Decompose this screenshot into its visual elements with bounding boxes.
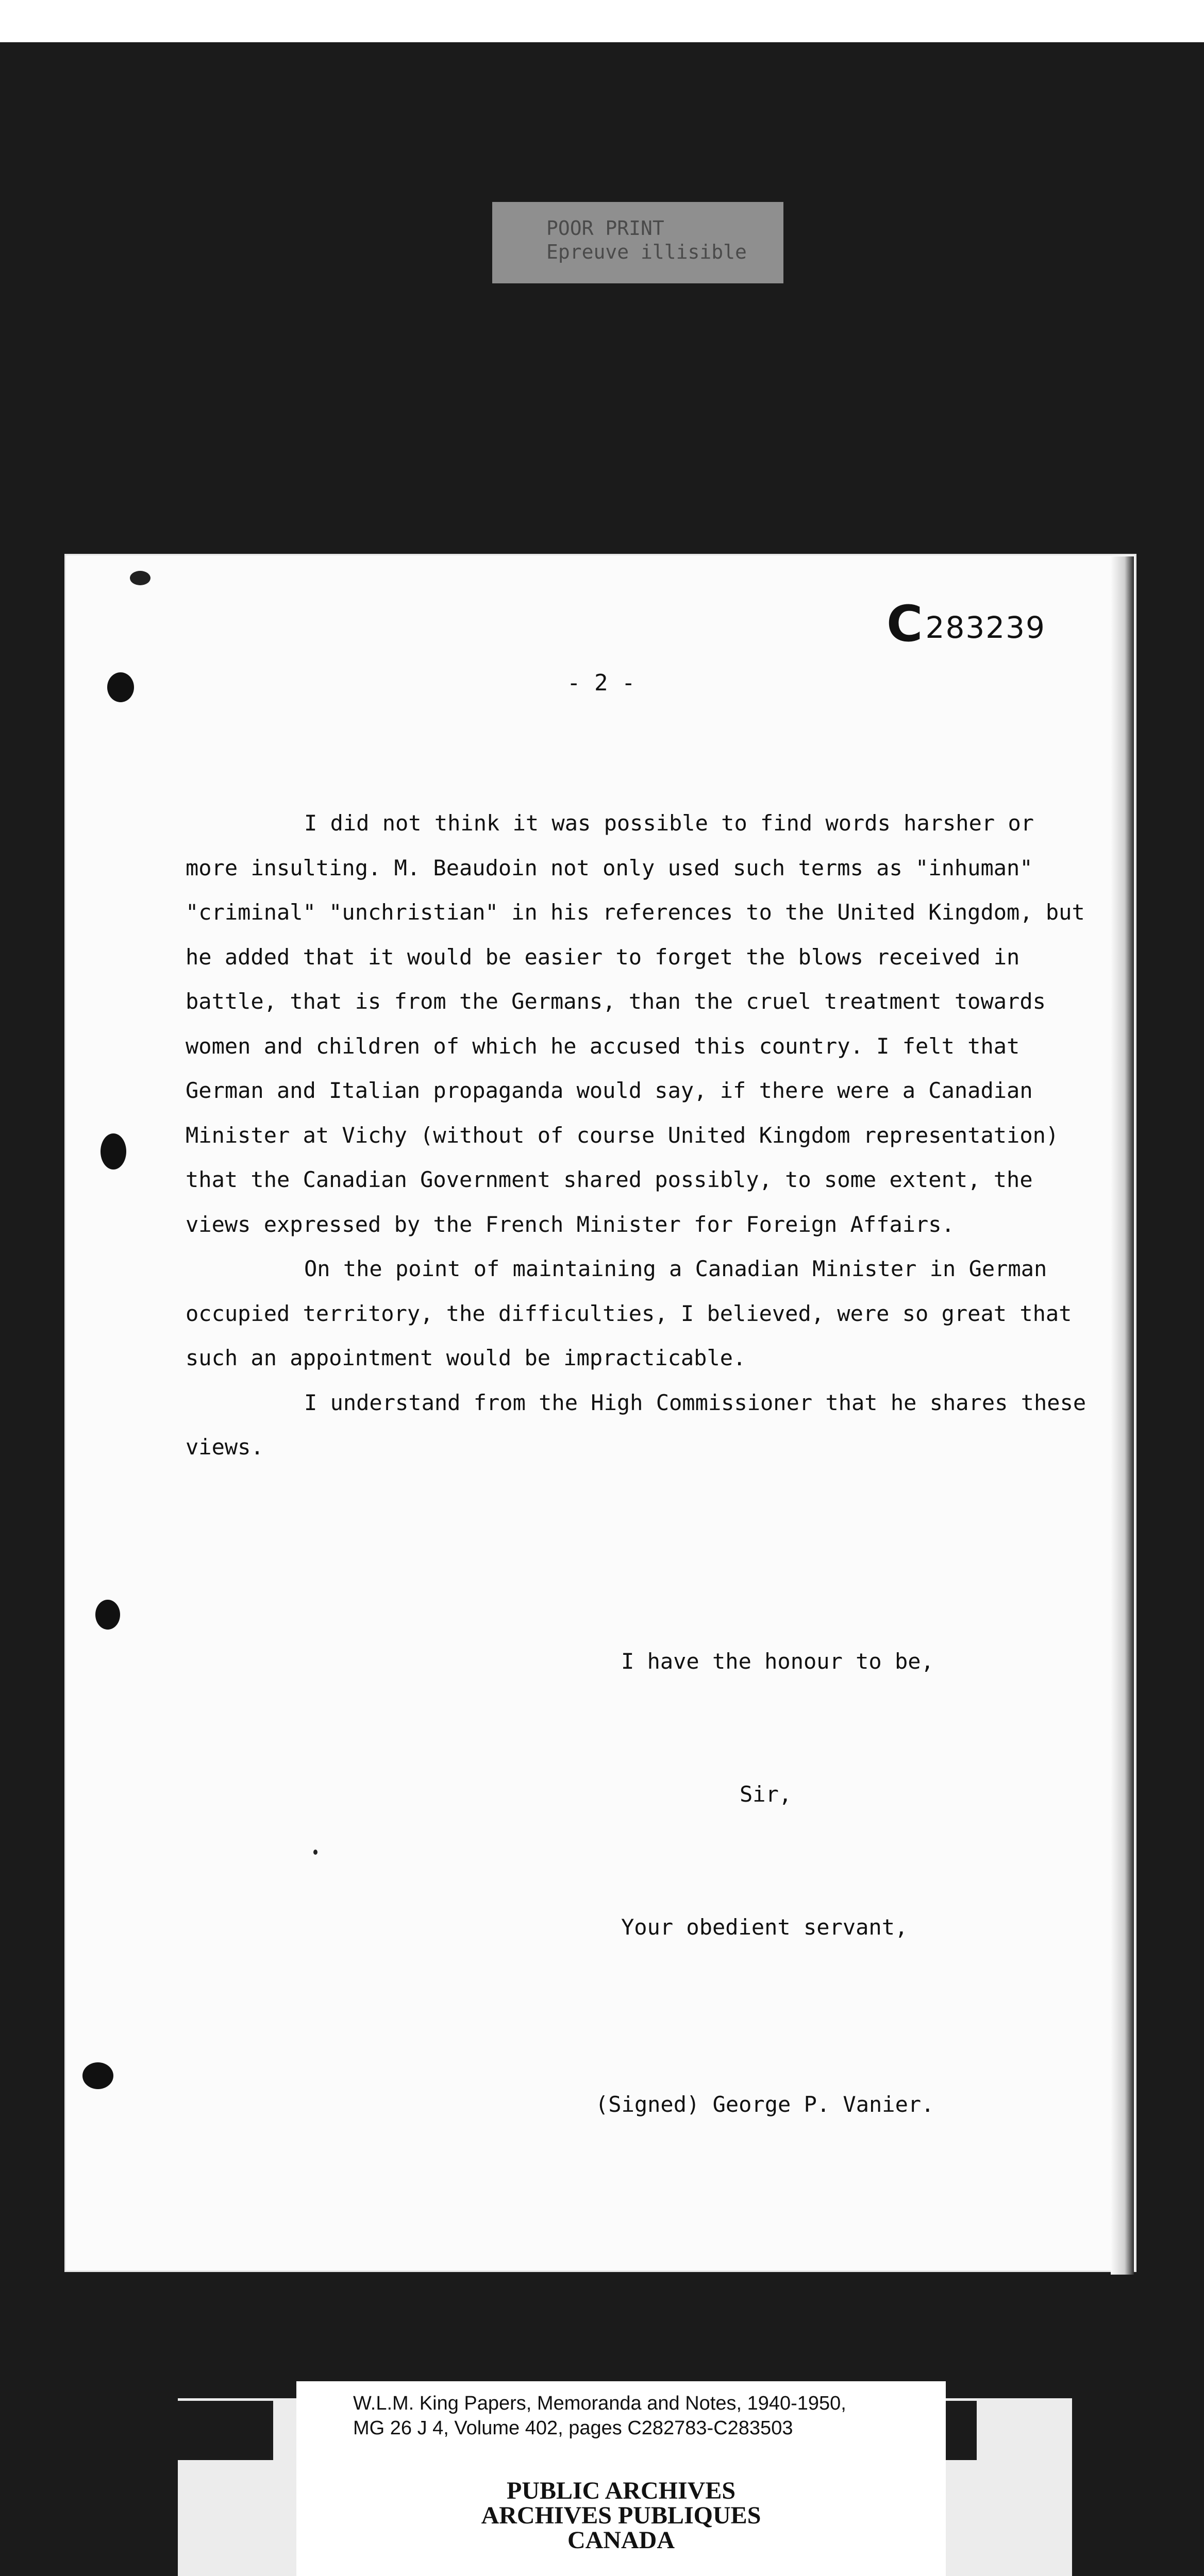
label-frame-right bbox=[946, 2401, 977, 2460]
punch-hole bbox=[101, 1133, 126, 1170]
stamp-line-2: Epreuve illisible bbox=[546, 241, 747, 263]
poor-print-stamp bbox=[492, 202, 783, 283]
page-number: - 2 - bbox=[567, 670, 636, 696]
punch-hole bbox=[95, 1600, 120, 1630]
letter-body bbox=[186, 801, 1088, 1470]
punch-hole bbox=[107, 672, 134, 702]
paragraph: I did not think it was possible to find words harsher or more insulting. M. Beaudoin not only used such terms as "inhuman" "criminal" "unchristian" in his references to the United Kingdom, but he added that it would be easier to forget the blows received in battle, that is from the Germans, than the cruel treatment towards women and children of which he accused this country. I felt that German and Italian propaganda would say, if there were a Canadian Minister at Vichy (without of course United Kingdom representation) that the Canadian Government shared possibly, to some extent, the views expressed by the French Minister for Foreign Affairs. bbox=[186, 810, 1085, 1237]
label-frame-left bbox=[178, 2401, 273, 2460]
letter-closing bbox=[595, 1551, 934, 2171]
punch-hole bbox=[82, 2062, 113, 2089]
stamp-line-1: POOR PRINT bbox=[546, 217, 664, 240]
reference-digits: 283239 bbox=[925, 610, 1046, 645]
archive-label bbox=[296, 2381, 946, 2576]
paragraph: On the point of maintaining a Canadian Minister in German occupied territory, the difficulties, I believed, were so great that such an appointment would be impracticable. bbox=[186, 1256, 1072, 1370]
paragraph: I understand from the High Commissioner that he shares these views. bbox=[186, 1389, 1086, 1460]
page-speck bbox=[130, 571, 150, 585]
closing-salutation: Sir, bbox=[740, 1782, 792, 1807]
collection-line-2: MG 26 J 4, Volume 402, pages C282783-C283503 bbox=[353, 2417, 793, 2439]
closing-servant: Your obedient servant, bbox=[621, 1914, 908, 1940]
page-edge-shadow bbox=[1111, 556, 1134, 2275]
archive-name-en: PUBLIC ARCHIVES bbox=[506, 2477, 736, 2504]
reference-prefix: C bbox=[887, 595, 923, 653]
closing-honour: I have the honour to be, bbox=[621, 1649, 934, 1674]
archive-country: CANADA bbox=[567, 2527, 675, 2554]
collection-line-1: W.L.M. King Papers, Memoranda and Notes, 1940-1950, bbox=[353, 2393, 846, 2414]
page-speck bbox=[313, 1850, 317, 1855]
archive-name-fr: ARCHIVES PUBLIQUES bbox=[481, 2502, 761, 2529]
closing-signature: (Signed) George P. Vanier. bbox=[595, 2092, 934, 2117]
reference-number bbox=[887, 595, 1046, 653]
